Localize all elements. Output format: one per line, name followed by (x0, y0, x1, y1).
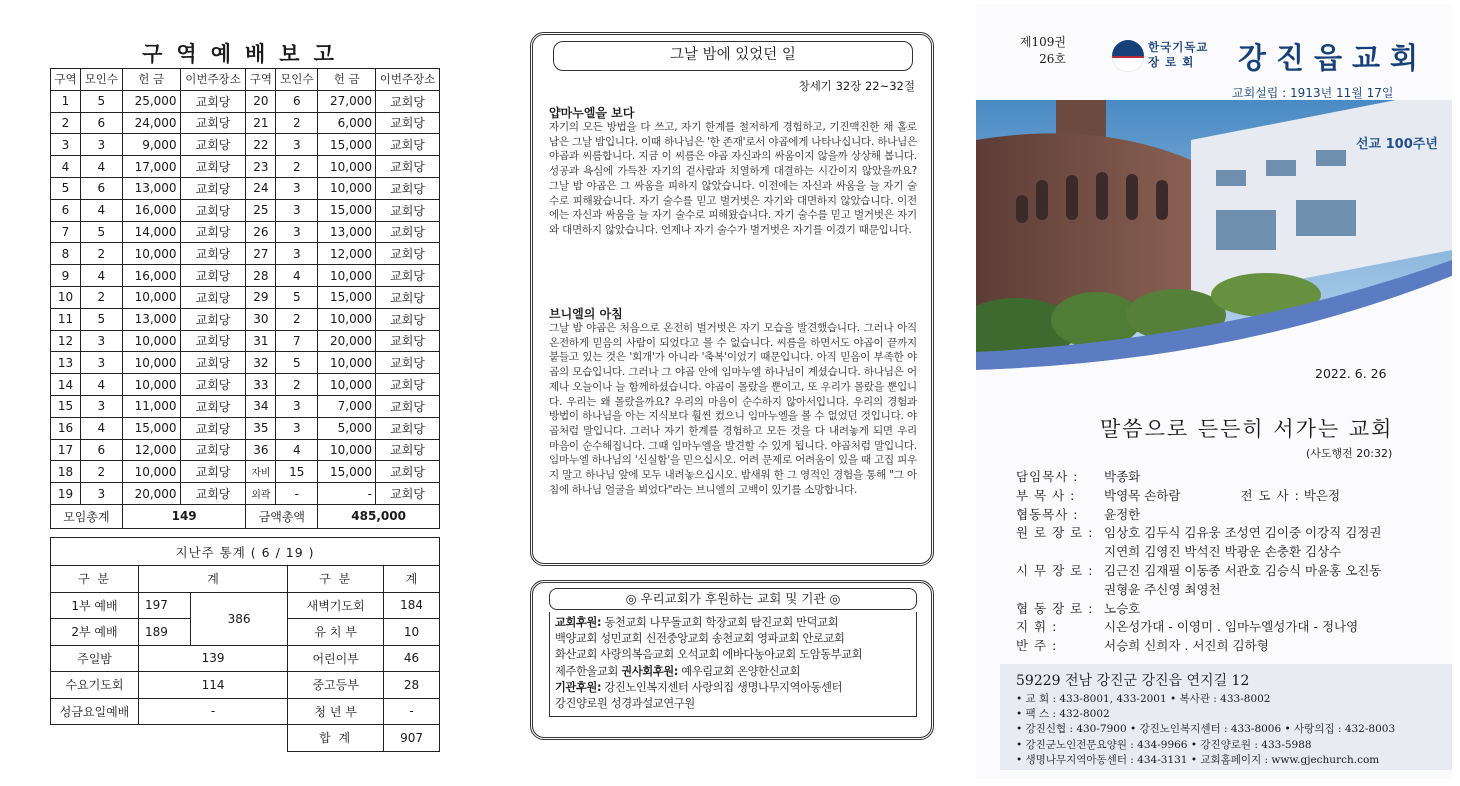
stats-label: 유 치 부 (288, 619, 384, 646)
table-row (51, 330, 440, 352)
stats-label: 성금요일예배 (51, 698, 139, 725)
table-cell: 7,000 (318, 395, 376, 417)
table-cell: 6 (80, 439, 122, 461)
table-cell: 10,000 (122, 330, 180, 352)
church-address: 59229 전남 강진군 강진읍 연지길 12 (1016, 673, 1250, 689)
staff-list (1016, 468, 1381, 656)
stats-value: 139 (139, 645, 288, 672)
table-cell: 13,000 (122, 308, 180, 330)
table-cell: 2 (80, 286, 122, 308)
stats-value: - (139, 698, 288, 725)
table-cell: 28 (246, 265, 276, 287)
table-cell: 10 (51, 286, 81, 308)
support-district-text: 예우림교회 온양한신교회 (678, 664, 801, 678)
table-cell: 15 (276, 461, 318, 483)
table-cell: 11 (51, 308, 81, 330)
staff-role: 담임목사 : (1016, 469, 1079, 484)
table-cell: 14 (51, 374, 81, 396)
table-cell: 교회당 (376, 199, 440, 221)
stats-value: 10 (384, 619, 440, 646)
table-cell: 3 (276, 243, 318, 265)
table-cell: - (276, 483, 318, 505)
table-cell: 교회당 (180, 374, 246, 396)
table-row (51, 221, 440, 243)
sermon-section-2-title: 브니엘의 아침 (549, 307, 623, 321)
table-cell: 교회당 (376, 330, 440, 352)
table-cell: 3 (80, 483, 122, 505)
founded-date: 교회설립 : 1913년 11월 17일 (1232, 86, 1394, 100)
table-cell: 20,000 (122, 483, 180, 505)
table-cell: 25,000 (122, 90, 180, 112)
table-cell: 15 (51, 395, 81, 417)
sermon-section-1-body: 자기의 모든 방법을 다 쓰고, 자기 한계를 철저하게 경험하고, 기진맥진한 채 홀로 남은 그날 밤입니다. 이때 하나님은 '한 존재'로서 야곱에게 나타나십니다. 하나님은 야곱과 씨름합니다. 지금 이 씨름은 야곱 자신과의 싸움이지 않을까 상상해 봅니다. 성공과 욕심에 가득찬 자기의 겉사람과 치열하게 대결하는 시간이지 않았을까요? 그날 밤 야곱은 그 싸움을 피하지 않았습니다. 이전에는 자신과 싸움을 늘 자기 술수로 피해왔습니다. 자기 술수를 믿고 벌거벗은 자기와 대면하지 않았습니다. 이전에는 자신과 싸움을 늘 자기 술수로 피해왔습니다. 자기 술수를 믿고 벌거벗은 자기와 대면하지 않았습니다. 언제나 자기 술수가 벌거벗은 자기를 이겼기 때문입니다. (549, 121, 918, 236)
table-row (51, 243, 440, 265)
church-name: 강진읍교회 (1238, 41, 1429, 75)
table-cell: 교회당 (376, 439, 440, 461)
table-cell: 5 (80, 90, 122, 112)
total-amount-label: 금액총액 (246, 504, 318, 528)
total-count-value: 149 (122, 504, 246, 528)
table-cell: 9 (51, 265, 81, 287)
stats-value: 189 (139, 619, 191, 646)
table-cell: 2 (276, 156, 318, 178)
contact-line: • 강진신협 : 430-7900 • 강진노인복지센터 : 433-8006 • 사랑의집 : 432-8003 (1016, 723, 1396, 736)
table-cell: 2 (276, 308, 318, 330)
table-cell: 3 (276, 199, 318, 221)
table-cell: 20 (246, 90, 276, 112)
table-cell: 36 (246, 439, 276, 461)
stats-label: 주일밤 (51, 645, 139, 672)
table-cell: 교회당 (180, 439, 246, 461)
table-cell: 6 (51, 199, 81, 221)
table-row (51, 265, 440, 287)
stats-value: - (384, 698, 440, 725)
denomination-line-2: 장 로 회 (1148, 55, 1195, 69)
support-church-label: 교회후원: (555, 616, 602, 629)
table-cell: 4 (276, 439, 318, 461)
column-header: 모인수 (276, 69, 318, 91)
contact-line: • 생명나무지역아동센터 : 434-3131 • 교회홈페이지 : www.gjechurch.com (1016, 753, 1380, 766)
table-row (51, 286, 440, 308)
table-cell: 34 (246, 395, 276, 417)
table-row (51, 112, 440, 134)
table-cell: 23 (246, 156, 276, 178)
column-header: 헌 금 (122, 69, 180, 91)
stats-value: 28 (384, 672, 440, 699)
stats-value: 184 (384, 592, 440, 619)
table-cell: 교회당 (180, 265, 246, 287)
table-cell: 14,000 (122, 221, 180, 243)
table-cell: 교회당 (376, 483, 440, 505)
table-cell: 2 (80, 243, 122, 265)
stats-title: 지난주 통계 ( 6 / 19 ) (51, 538, 440, 566)
table-cell: 3 (276, 417, 318, 439)
table-cell: 4 (80, 199, 122, 221)
table-cell: 교회당 (180, 286, 246, 308)
staff-name: 노승호 (1104, 600, 1141, 616)
sermon-section-1-title: 얍마누엘을 보다 (549, 106, 635, 120)
table-cell: 21 (246, 112, 276, 134)
table-cell: 6 (80, 177, 122, 199)
table-cell: 16,000 (122, 199, 180, 221)
table-cell: 교회당 (180, 308, 246, 330)
staff-name: 박은정 (1303, 487, 1341, 503)
table-cell: 10,000 (318, 265, 376, 287)
table-cell: 4 (276, 265, 318, 287)
stats-label: 중고등부 (288, 672, 384, 699)
table-cell: 3 (80, 330, 122, 352)
report-title: 구역예배보고 (142, 41, 348, 66)
table-cell: 4 (80, 374, 122, 396)
table-cell: 교회당 (180, 417, 246, 439)
support-district-label: 권사회후원: (621, 664, 679, 678)
table-cell: 10,000 (318, 439, 376, 461)
table-cell: 16,000 (122, 265, 180, 287)
table-cell: 17 (51, 439, 81, 461)
table-cell: 교회당 (180, 112, 246, 134)
table-row (51, 439, 440, 461)
table-header-row (51, 69, 440, 91)
table-cell: 32 (246, 352, 276, 374)
denomination-name (1148, 40, 1209, 70)
table-cell: 33 (246, 374, 276, 396)
stats-col-count-2: 계 (384, 566, 440, 593)
table-cell: 27 (246, 243, 276, 265)
stats-col-count: 계 (139, 566, 288, 593)
table-cell: 교회당 (180, 395, 246, 417)
table-cell: 19 (51, 483, 81, 505)
table-row (51, 90, 440, 112)
table-cell: 10,000 (318, 352, 376, 374)
church-building-photo (976, 100, 1452, 400)
staff-name: 김근진 김재필 이동종 서관호 김승식 마윤홍 오진동 (1104, 562, 1382, 578)
staff-role: 협 동 장 로 : (1016, 600, 1094, 616)
table-row (51, 352, 440, 374)
table-cell: 교회당 (180, 243, 246, 265)
staff-name: 서승희 신희자 . 서진희 김하형 (1104, 638, 1269, 654)
table-cell: 7 (276, 330, 318, 352)
weekly-stats-table (50, 537, 440, 752)
table-cell: 5,000 (318, 417, 376, 439)
table-cell: 5 (276, 352, 318, 374)
table-cell: 5 (80, 308, 122, 330)
table-cell: 7 (51, 221, 81, 243)
table-row (51, 395, 440, 417)
table-cell: 13 (51, 352, 81, 374)
table-cell: 교회당 (180, 156, 246, 178)
table-cell: 3 (276, 395, 318, 417)
stats-col-category-2: 구 분 (288, 566, 384, 593)
staff-name: 권형윤 주신영 최영천 (1104, 581, 1221, 597)
table-cell: 4 (80, 156, 122, 178)
table-cell: 22 (246, 134, 276, 156)
table-cell: 15,000 (318, 134, 376, 156)
staff-role: 협동목사 : (1016, 506, 1079, 522)
table-cell: 교회당 (376, 221, 440, 243)
table-cell: 18 (51, 461, 81, 483)
table-cell: 31 (246, 330, 276, 352)
table-cell: 24 (246, 177, 276, 199)
sermon-scripture: 창세기 32장 22~32절 (798, 79, 915, 93)
table-cell: 16 (51, 417, 81, 439)
table-cell: 10,000 (122, 286, 180, 308)
table-cell: 4 (80, 417, 122, 439)
support-list (555, 615, 915, 712)
table-cell: 1 (51, 90, 81, 112)
table-cell: 5 (80, 221, 122, 243)
sermon-section-2-body: 그날 밤 야곱은 처음으로 온전히 벌거벗은 자기 모습을 발견했습니다. 그러나 아직 온전하게 믿음의 사람이 되었다고 볼 수 없습니다. 씨름을 하면서도 야곱이 끝까지 붙들고 있는 것은 '회개'가 아니라 '축복'이었기 때문입니다. 아직 믿음이 부족한 야곱의 모습입니다. 그러나 그 야곱 안에 임마누엘 하나님이 계셨습니다. 하나님은 어제나 오늘이나 늘 함께하셨습니다. 야곱이 몰랐을 뿐이고, 또 우리가 몰랐을 뿐입니다. 우리는 왜 몰랐을까요? 우리의 마음이 순수하지 않아서입니다. 우리의 경험과 방법이 하나님을 아는 지식보다 훨씬 컸으니 임마누엘을 볼 수 없었던 것입니다. 야곱처럼 말입니다. 그러나 자기 한계를 경험하고 모든 것을 다 내려놓게 되면 우리 마음이 순수해집니다. 그때 임마누엘을 발견할 수 있게 됩니다. 야곱처럼 말입니다. 임마누엘 하나님의 '신실함'을 믿으십시오. 어려 문제로 어려움이 있을 때 고집 피우지 말고 하나님 앞에 모두 내려놓으십시오. 밤새워 한 그 영적인 경험을 통해 "그 아침에 하나님 얼굴을 뵈었다"라는 브니엘의 고백이 있기를 소망합니다. (549, 322, 918, 496)
table-cell: 교회당 (180, 90, 246, 112)
table-cell: 교회당 (180, 330, 246, 352)
table-cell: 20,000 (318, 330, 376, 352)
table-cell: 교회당 (180, 199, 246, 221)
stats-label: 수요기도회 (51, 672, 139, 699)
issue-info (1010, 34, 1066, 68)
table-cell: 9,000 (122, 134, 180, 156)
table-cell: 10,000 (122, 243, 180, 265)
table-cell: 교회당 (376, 352, 440, 374)
table-cell: 3 (276, 221, 318, 243)
stats-value: 46 (384, 645, 440, 672)
support-churches-3: 화산교회 사랑의복음교회 오석교회 에바다농아교회 도암동부교회 (555, 648, 863, 662)
staff-name: 시온성가대 - 이영미 . 임마누엘성가대 - 정나영 (1104, 619, 1359, 635)
table-cell: 12,000 (318, 243, 376, 265)
table-cell: 15,000 (318, 199, 376, 221)
table-cell: 교회당 (376, 265, 440, 287)
worship-sum: 386 (191, 592, 288, 645)
issue-volume: 제109권 (1019, 35, 1066, 49)
table-cell: 3 (276, 134, 318, 156)
bulletin-date: 2022. 6. 26 (1315, 366, 1387, 381)
table-cell: 6 (276, 90, 318, 112)
table-cell: 3 (51, 134, 81, 156)
table-row (51, 199, 440, 221)
staff-role: 부 목 사 : (1016, 487, 1076, 503)
table-row (51, 374, 440, 396)
table-cell: 3 (80, 134, 122, 156)
stats-label: 청 년 부 (288, 698, 384, 725)
table-cell: 13,000 (318, 221, 376, 243)
table-row (51, 417, 440, 439)
table-cell: 15,000 (318, 286, 376, 308)
table-cell: 25 (246, 199, 276, 221)
total-amount-value: 485,000 (318, 504, 440, 528)
stats-label: 2부 예배 (51, 619, 139, 646)
table-cell: 10,000 (318, 374, 376, 396)
table-cell: 교회당 (376, 243, 440, 265)
stats-label: 1부 예배 (51, 592, 139, 619)
table-cell: 27,000 (318, 90, 376, 112)
table-cell: 교회당 (180, 483, 246, 505)
table-cell: 2 (276, 112, 318, 134)
stats-total-label: 합 계 (288, 725, 384, 752)
table-cell: 교회당 (376, 90, 440, 112)
table-cell: - (318, 483, 376, 505)
support-churches-4: 제주한울교회 (555, 664, 622, 678)
table-cell: 10,000 (318, 177, 376, 199)
staff-role: 전 도 사 : (1240, 487, 1300, 503)
contact-line: • 교 회 : 433-8001, 433-2001 • 복사관 : 433-8002 (1016, 693, 1271, 705)
support-inst-1: 강진노인복지센터 사랑의집 생명나무지역아동센터 (601, 680, 843, 694)
table-cell: 3 (80, 352, 122, 374)
column-header: 이번주장소 (376, 69, 440, 91)
support-churches-1: 동천교회 나무돌교회 학장교회 탐진교회 만덕교회 (601, 616, 839, 629)
table-cell: 5 (51, 177, 81, 199)
table-cell: 외곽 (246, 483, 276, 505)
table-row (51, 156, 440, 178)
table-cell: 8 (51, 243, 81, 265)
table-total-row (51, 504, 440, 528)
table-cell: 12,000 (122, 439, 180, 461)
table-cell: 교회당 (180, 352, 246, 374)
table-cell: 11,000 (122, 395, 180, 417)
table-cell: 26 (246, 221, 276, 243)
staff-role: 시 무 장 로 : (1016, 562, 1094, 578)
table-cell: 30 (246, 308, 276, 330)
attendance-table (50, 68, 440, 529)
total-count-label: 모임총계 (51, 504, 123, 528)
table-cell: 2 (51, 112, 81, 134)
column-header: 구역 (246, 69, 276, 91)
table-cell: 10,000 (122, 374, 180, 396)
stats-label: 새벽기도회 (288, 592, 384, 619)
contact-line: • 팩 스 : 432-8002 (1016, 708, 1110, 721)
table-cell: 35 (246, 417, 276, 439)
table-cell: 5 (276, 286, 318, 308)
table-cell: 교회당 (180, 221, 246, 243)
table-cell: 10,000 (318, 156, 376, 178)
staff-name: 지연희 김영진 박석진 박광운 손충환 김상수 (1104, 544, 1342, 560)
stats-col-category: 구 분 (51, 566, 139, 593)
table-cell: 2 (80, 461, 122, 483)
stats-value: 197 (139, 592, 191, 619)
church-motto: 말씀으로 든든히 서가는 교회 (1100, 417, 1394, 441)
table-cell: 2 (276, 374, 318, 396)
contact-info (1016, 692, 1395, 768)
staff-role: 지 휘 : (1016, 619, 1058, 635)
table-cell: 교회당 (376, 112, 440, 134)
stats-total-value: 907 (384, 725, 440, 752)
contact-line: • 강진군노인전문요양원 : 434-9966 • 강진양로원 : 433-5988 (1016, 738, 1312, 751)
denomination-line-1: 한국기독교 (1148, 40, 1209, 54)
table-cell: 10,000 (122, 352, 180, 374)
staff-role: 원 로 장 로 : (1016, 525, 1094, 541)
column-header: 이번주장소 (180, 69, 246, 91)
table-cell: 교회당 (180, 177, 246, 199)
table-cell: 자비 (246, 461, 276, 483)
issue-number: 26호 (1039, 52, 1066, 66)
support-churches-2: 백양교회 성민교회 신전중앙교회 송천교회 영파교회 안로교회 (555, 632, 845, 646)
staff-name: 박종화 (1104, 469, 1141, 484)
table-cell: 6 (80, 112, 122, 134)
table-cell: 교회당 (376, 461, 440, 483)
table-cell: 교회당 (376, 308, 440, 330)
table-row (51, 308, 440, 330)
table-row (51, 461, 440, 483)
table-row (51, 483, 440, 505)
support-inst-label: 기관후원: (555, 680, 602, 694)
stats-label: 어린이부 (288, 645, 384, 672)
table-cell: 13,000 (122, 177, 180, 199)
column-header: 헌 금 (318, 69, 376, 91)
support-inst-2: 강진양로원 성경과설교연구원 (555, 697, 695, 711)
table-cell: 12 (51, 330, 81, 352)
table-cell: 교회당 (376, 417, 440, 439)
stats-value: 114 (139, 672, 288, 699)
table-cell: 교회당 (376, 134, 440, 156)
sermon-title: 그날 밤에 있었던 일 (553, 41, 913, 71)
table-cell: 10,000 (318, 308, 376, 330)
staff-name: 윤정한 (1104, 506, 1141, 522)
staff-name: 박영목 손하람 (1104, 487, 1181, 503)
column-header: 구역 (51, 69, 81, 91)
table-cell: 교회당 (376, 177, 440, 199)
table-cell: 교회당 (376, 286, 440, 308)
table-cell: 29 (246, 286, 276, 308)
table-cell: 4 (51, 156, 81, 178)
table-cell: 6,000 (318, 112, 376, 134)
table-cell: 3 (80, 395, 122, 417)
staff-name: 임상호 김두식 김유웅 조성연 김이중 이강직 김정권 (1104, 525, 1382, 541)
table-cell: 3 (276, 177, 318, 199)
table-row (51, 134, 440, 156)
building-sign: 선교 100주년 (1356, 137, 1438, 152)
table-cell: 15,000 (122, 417, 180, 439)
staff-role: 반 주 : (1016, 638, 1058, 654)
table-cell: 교회당 (376, 395, 440, 417)
table-cell: 교회당 (180, 134, 246, 156)
table-cell: 교회당 (376, 374, 440, 396)
table-cell: 10,000 (122, 461, 180, 483)
support-title: ◎ 우리교회가 후원하는 교회 및 기관 ◎ (549, 588, 917, 610)
table-cell: 교회당 (376, 156, 440, 178)
table-row (51, 177, 440, 199)
table-cell: 4 (80, 265, 122, 287)
table-cell: 17,000 (122, 156, 180, 178)
table-cell: 15,000 (318, 461, 376, 483)
motto-reference: (사도행전 20:32) (1306, 447, 1393, 460)
table-cell: 교회당 (180, 461, 246, 483)
denomination-logo (1112, 40, 1144, 72)
table-cell: 24,000 (122, 112, 180, 134)
column-header: 모인수 (80, 69, 122, 91)
